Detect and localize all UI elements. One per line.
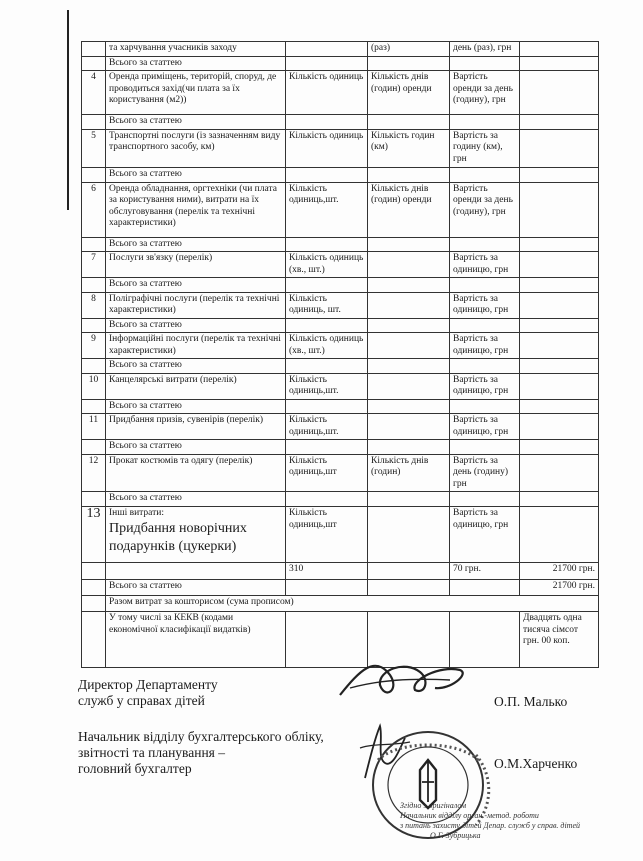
certification-line-4: О.Г. Зубрицька <box>430 831 481 840</box>
row-price: Вартість за день (годину) грн <box>450 454 520 492</box>
row-13-qty-value: 310 <box>286 563 368 580</box>
row-unit: Кількість одиниць <box>286 129 368 167</box>
row-13-name <box>106 507 286 563</box>
budget-table <box>81 41 599 668</box>
row-price: Вартість оренди за день (годину), грн <box>450 182 520 237</box>
row-quantity <box>368 373 450 399</box>
table-row <box>82 414 599 440</box>
row-number: 6 <box>82 182 106 237</box>
margin-line <box>67 10 69 210</box>
row-quantity <box>368 292 450 318</box>
row-name: Канцелярські витрати (перелік) <box>106 373 286 399</box>
row-13-q2 <box>368 507 450 563</box>
row-unit: Кількість одиниць <box>286 71 368 115</box>
table-row <box>82 333 599 359</box>
table-row-subtotal <box>82 115 599 130</box>
row-unit: Кількість одиниць,шт. <box>286 414 368 440</box>
row-13-total-value: 21700 грн. <box>520 563 599 580</box>
row-price: Вартість за одиницю, грн <box>450 414 520 440</box>
subtotal-label: Всього за статтею <box>106 359 286 374</box>
row-price: Вартість за одиницю, грн <box>450 333 520 359</box>
table-row-13 <box>82 507 599 563</box>
row-13-price: Вартість за одиницю, грн <box>450 507 520 563</box>
director-line-1: Директор Департаменту <box>78 677 218 692</box>
director-title <box>78 677 218 709</box>
table-row <box>82 182 599 237</box>
row-13-name-a: Інші витрати: <box>109 508 165 518</box>
row-quantity <box>368 252 450 278</box>
row-13-unit: Кількість одиниць,шт <box>286 507 368 563</box>
row-number: 5 <box>82 129 106 167</box>
row-13-sum-label: Всього за статтею <box>106 580 286 596</box>
table-row-subtotal <box>82 167 599 182</box>
row-number: 7 <box>82 252 106 278</box>
row-total <box>520 333 599 359</box>
row-price: Вартість оренди за день (годину), грн <box>450 71 520 115</box>
accountant-title <box>78 729 324 777</box>
director-line-2: служб у справах дітей <box>78 693 205 708</box>
row-total <box>520 182 599 237</box>
row-price: Вартість за одиницю, грн <box>450 252 520 278</box>
subtotal-label: Всього за статтею <box>106 278 286 293</box>
table-row <box>82 71 599 115</box>
row-quantity: Кількість днів (годин) <box>368 454 450 492</box>
subtotal-label: Всього за статтею <box>106 440 286 455</box>
accountant-line-3: головний бухгалтер <box>78 761 192 776</box>
row-number: 12 <box>82 454 106 492</box>
row-unit: Кількість одиниць,шт <box>286 454 368 492</box>
row-price: Вартість за одиницю, грн <box>450 373 520 399</box>
row-13-sum-total: 21700 грн. <box>520 580 599 596</box>
director-name: О.П. Малько <box>494 694 568 709</box>
row-unit: Кількість одиниць,шт. <box>286 373 368 399</box>
row-price: день (раз), грн <box>450 42 520 57</box>
row-13-price-value: 70 грн. <box>450 563 520 580</box>
table-row-subtotal <box>82 278 599 293</box>
certification-line-1: Згідно з оригіналом <box>400 801 467 810</box>
subtotal-label: Всього за статтею <box>106 399 286 414</box>
row-number: 10 <box>82 373 106 399</box>
table-body-other-expenses <box>82 507 599 668</box>
row-total <box>520 292 599 318</box>
row-total <box>520 414 599 440</box>
row-quantity <box>368 414 450 440</box>
row-number: 11 <box>82 414 106 440</box>
table-row-13-sum <box>82 580 599 596</box>
row-unit: Кількість одиниць, шт. <box>286 292 368 318</box>
kekv-label: У тому числі за КЕКВ (кодами економічної класифікації видатків) <box>106 612 286 668</box>
table-row-subtotal <box>82 237 599 252</box>
table-row-subtotal <box>82 318 599 333</box>
row-name: Оренда обладнання, оргтехніки (чи плата за користування ними), витрати на їх обслуговування (перелік та технічні характеристики) <box>106 182 286 237</box>
subtotal-label: Всього за статтею <box>106 492 286 507</box>
table-row-subtotal <box>82 359 599 374</box>
row-price: Вартість за одиницю, грн <box>450 292 520 318</box>
row-quantity: (раз) <box>368 42 450 57</box>
certification-line-3: з питань захисту дітей Депар. служб у справ. дітей <box>400 821 581 830</box>
row-quantity: Кількість годин (км) <box>368 129 450 167</box>
subtotal-label: Всього за статтею <box>106 56 286 71</box>
row-number <box>82 42 106 57</box>
row-quantity <box>368 333 450 359</box>
row-total <box>520 129 599 167</box>
row-total <box>520 71 599 115</box>
table-row-subtotal <box>82 440 599 455</box>
table-row <box>82 129 599 167</box>
kekv-total: Двадцять одна тисяча сімсот грн. 00 коп. <box>520 612 599 668</box>
row-unit: Кількість одиниць,шт. <box>286 182 368 237</box>
row-name: Прокат костюмів та одягу (перелік) <box>106 454 286 492</box>
row-unit <box>286 42 368 57</box>
row-number: 4 <box>82 71 106 115</box>
row-unit: Кількість одиниць (хв., шт.) <box>286 333 368 359</box>
row-number: 8 <box>82 292 106 318</box>
certification-line-2: Начальник відділу орган.-метод. роботи <box>400 811 539 820</box>
row-quantity: Кількість днів (годин) оренди <box>368 182 450 237</box>
row-name: Оренда приміщень, територій, споруд, де проводиться захід(чи плата за їх користування (м2)) <box>106 71 286 115</box>
table-row <box>82 373 599 399</box>
row-quantity: Кількість днів (годин) оренди <box>368 71 450 115</box>
director-signature-image <box>330 650 480 710</box>
table-row-subtotal <box>82 399 599 414</box>
table-row <box>82 252 599 278</box>
table-row-subtotal <box>82 56 599 71</box>
row-total <box>520 454 599 492</box>
accountant-name: О.М.Харченко <box>494 756 578 771</box>
certification-note <box>400 801 580 841</box>
row-13-total <box>520 507 599 563</box>
subtotal-label: Всього за статтею <box>106 237 286 252</box>
table-row <box>82 454 599 492</box>
subtotal-label: Всього за статтею <box>106 167 286 182</box>
row-name: Транспортні послуги (із зазначенням виду транспортного засобу, км) <box>106 129 286 167</box>
row-name: Придбання призів, сувенірів (перелік) <box>106 414 286 440</box>
row-name: Послуги зв'язку (перелік) <box>106 252 286 278</box>
table-row <box>82 292 599 318</box>
accountant-line-1: Начальник відділу бухгалтерського обліку, <box>78 729 324 744</box>
grand-total-row <box>82 596 599 612</box>
row-price: Вартість за годину (км), грн <box>450 129 520 167</box>
row-name: Поліграфічні послуги (перелік та технічні характеристики) <box>106 292 286 318</box>
grand-total-label: Разом витрат за кошторисом (сума прописом) <box>106 596 599 612</box>
row-total <box>520 252 599 278</box>
table-row-subtotal <box>82 492 599 507</box>
table-row <box>82 42 599 57</box>
row-total <box>520 373 599 399</box>
row-name: Інформаційні послуги (перелік та технічні характеристики) <box>106 333 286 359</box>
row-number: 13 <box>82 507 106 563</box>
row-unit: Кількість одиниць (хв., шт.) <box>286 252 368 278</box>
table-body <box>82 42 599 507</box>
subtotal-label: Всього за статтею <box>106 318 286 333</box>
row-13-name-b: Придбання новорічних подарунків (цукерки) <box>109 520 247 554</box>
accountant-line-2: звітності та планування – <box>78 745 226 760</box>
row-number: 9 <box>82 333 106 359</box>
row-name: та харчування учасників заходу <box>106 42 286 57</box>
table-row-13-values <box>82 563 599 580</box>
subtotal-label: Всього за статтею <box>106 115 286 130</box>
row-total <box>520 42 599 57</box>
